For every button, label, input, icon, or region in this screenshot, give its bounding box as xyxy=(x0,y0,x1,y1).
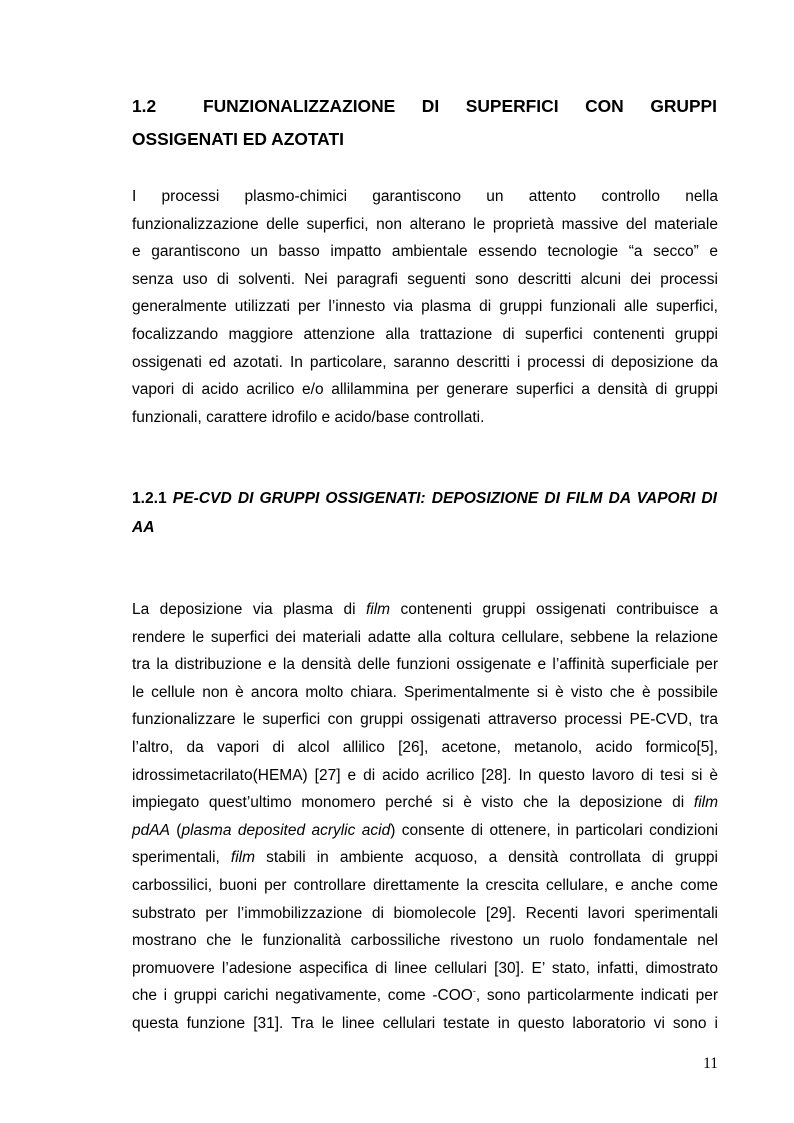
section-heading xyxy=(132,90,717,156)
text-line: carbossilici, buoni per controllare direttamente la crescita cellulare, e anche come xyxy=(132,876,718,894)
text-line: rendere le superfici dei materiali adatte alla coltura cellulare, sebbene la relazione xyxy=(132,628,718,646)
section-number: 1.2 xyxy=(132,96,157,116)
italic-term: pdAA xyxy=(132,821,170,839)
text-line: I processi plasmo-chimici garantiscono un attento controllo nella xyxy=(132,188,718,205)
subsection-number: 1.2.1 xyxy=(132,490,167,507)
italic-term: film xyxy=(230,849,256,867)
section-title-line2: OSSIGENATI ED AZOTATI xyxy=(132,129,344,149)
text-line: funzionalizzazione delle superfici, non alterano le proprietà massive del materiale xyxy=(132,215,718,233)
text-line: focalizzando maggiore attenzione alla trattazione di superfici contenenti gruppi xyxy=(132,325,718,343)
italic-term: film xyxy=(693,794,718,812)
text-line: che i gruppi carichi negativamente, come -COO-, sono particolarmente indicati per xyxy=(132,986,718,1005)
text-line: le cellule non è ancora molto chiara. Sperimentalmente si è visto che è possibile xyxy=(132,683,718,701)
section-heading-line1 xyxy=(132,90,717,123)
text-line: e garantiscono un basso impatto ambientale essendo tecnologie “a secco” e xyxy=(132,243,718,261)
text-line: substrato per l’immobilizzazione di biomolecole [29]. Recenti lavori sperimentali xyxy=(132,904,718,922)
text-line: pdAA (plasma deposited acrylic acid) consente di ottenere, in particolari condizioni xyxy=(132,821,719,839)
intro-paragraph xyxy=(132,183,718,431)
text-line: funzionalizzare le superfici con gruppi ossigenati attraverso processi PE-CVD, tra xyxy=(132,711,718,729)
superscript-charge: - xyxy=(472,986,476,997)
section-title-line1: FUNZIONALIZZAZIONE DI SUPERFICI CON GRUPPI xyxy=(203,96,717,116)
italic-term: film xyxy=(365,601,391,618)
text-line: promuovere l’adesione aspecifica di linee cellulari [30]. E’ stato, infatti, dimostrato xyxy=(132,959,718,977)
text-line: questa funzione [31]. Tra le linee cellulari testate in questo laboratorio vi sono i xyxy=(132,1014,718,1032)
text-line: l’altro, da vapori di alcol allilico [26], acetone, metanolo, acido formico[5], xyxy=(132,738,718,756)
subsection-title-line1: PE-CVD DI GRUPPI OSSIGENATI: DEPOSIZIONE DI FILM DA VAPORI DI xyxy=(172,490,717,507)
text-line: sperimentali, film stabili in ambiente acquoso, a densità controllata di gruppi xyxy=(132,849,718,867)
text-line: ossigenati ed azotati. In particolare, saranno descritti i processi di deposizione da xyxy=(132,353,718,371)
text-line: mostrano che le funzionalità carbossiliche rivestono un ruolo fondamentale nel xyxy=(132,932,718,950)
text-line: tra la distribuzione e la densità delle funzioni ossigenate e l’affinità superficiale per xyxy=(132,656,718,674)
page-number: 11 xyxy=(703,1055,718,1072)
text-line: vapori di acido acrilico e/o allilammina per generare superfici a densità di gruppi xyxy=(132,381,718,399)
text-line: generalmente utilizzati per l’innesto via plasma di gruppi funzionali alle superfici, xyxy=(132,298,718,316)
text-line: impiegato quest’ultimo monomero perché si è visto che la deposizione di film xyxy=(132,794,718,812)
subsection-title-line2: AA xyxy=(132,519,155,536)
body-paragraph xyxy=(132,596,718,1038)
italic-term: plasma deposited acrylic acid xyxy=(181,821,391,839)
text-line: senza uso di solventi. Nei paragrafi seguenti sono descritti alcuni dei processi xyxy=(132,270,718,288)
subsection-heading-line1 xyxy=(132,484,717,513)
text-line: funzionali, carattere idrofilo e acido/base controllati. xyxy=(132,408,485,426)
subsection-heading xyxy=(132,484,717,542)
text-line: idrossimetacrilato(HEMA) [27] e di acido acrilico [28]. In questo lavoro di tesi si è xyxy=(132,766,718,784)
text-line: La deposizione via plasma di film contenenti gruppi ossigenati contribuisce a xyxy=(132,601,718,618)
